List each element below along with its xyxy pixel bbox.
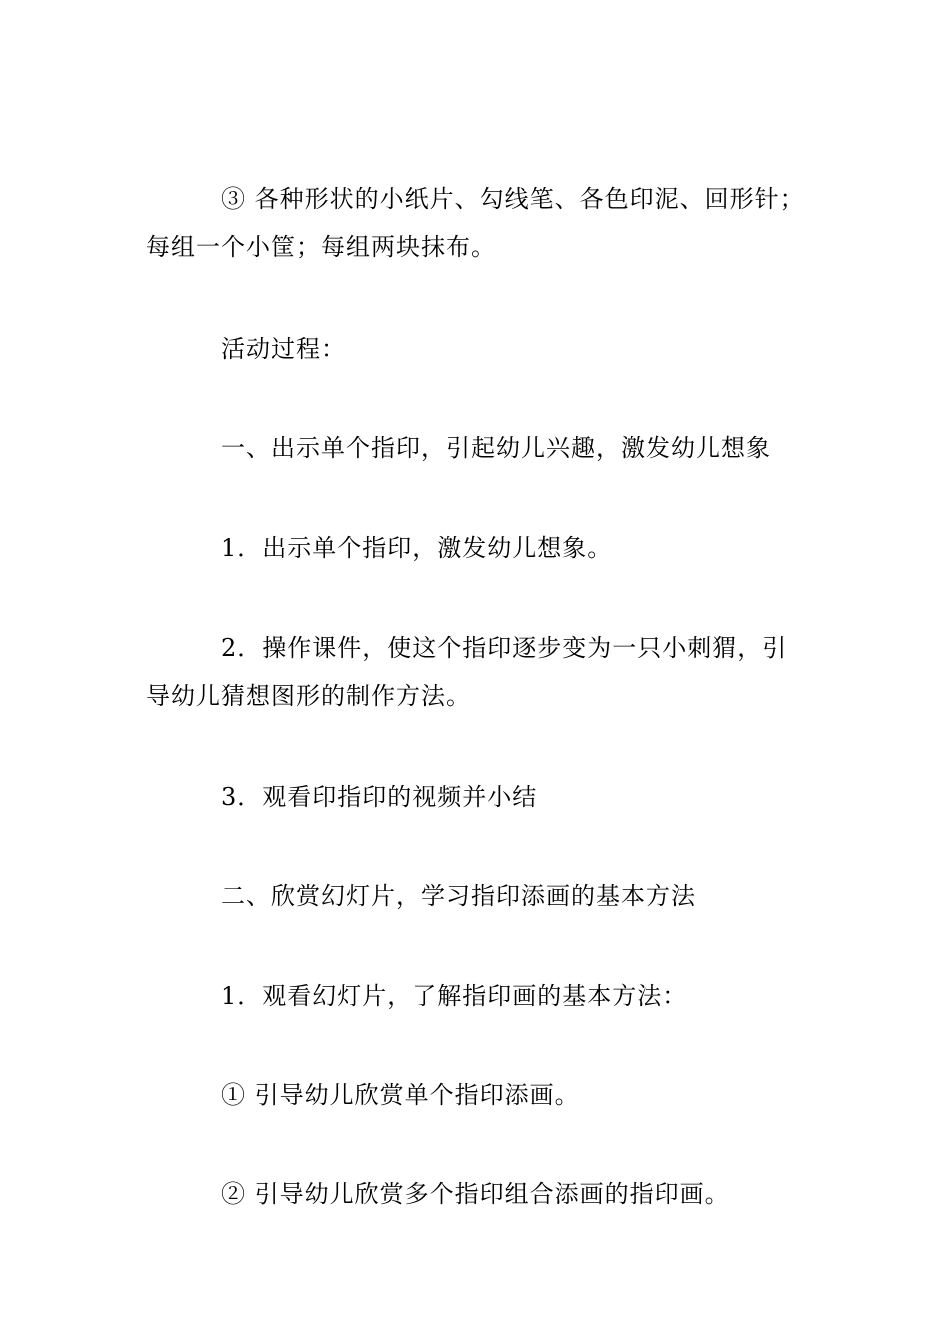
slides-step-1-paragraph: 1．观看幻灯片，了解指印画的基本方法： xyxy=(221,982,688,1010)
activity-process-heading: 活动过程： xyxy=(221,335,346,363)
step-1-paragraph: 1．出示单个指印，激发幼儿想象。 xyxy=(221,534,613,562)
step-2-paragraph: 2．操作课件，使这个指印逐步变为一只小刺猬，引导幼儿猜想图形的制作方法。 xyxy=(146,634,788,710)
step-3-paragraph: 3．观看印指印的视频并小结 xyxy=(221,783,538,811)
multiple-fingerprint-item: ② 引导幼儿欣赏多个指印组合添画的指印画。 xyxy=(221,1180,730,1208)
section-one-heading: 一、出示单个指印，引起幼儿兴趣，激发幼儿想象 xyxy=(221,434,771,462)
materials-paragraph: ③ 各种形状的小纸片、勾线笔、各色印泥、回形针；每组一个小筐；每组两块抹布。 xyxy=(146,185,805,261)
section-two-heading: 二、欣赏幻灯片，学习指印添画的基本方法 xyxy=(221,882,696,910)
single-fingerprint-item: ① 引导幼儿欣赏单个指印添画。 xyxy=(221,1081,580,1109)
